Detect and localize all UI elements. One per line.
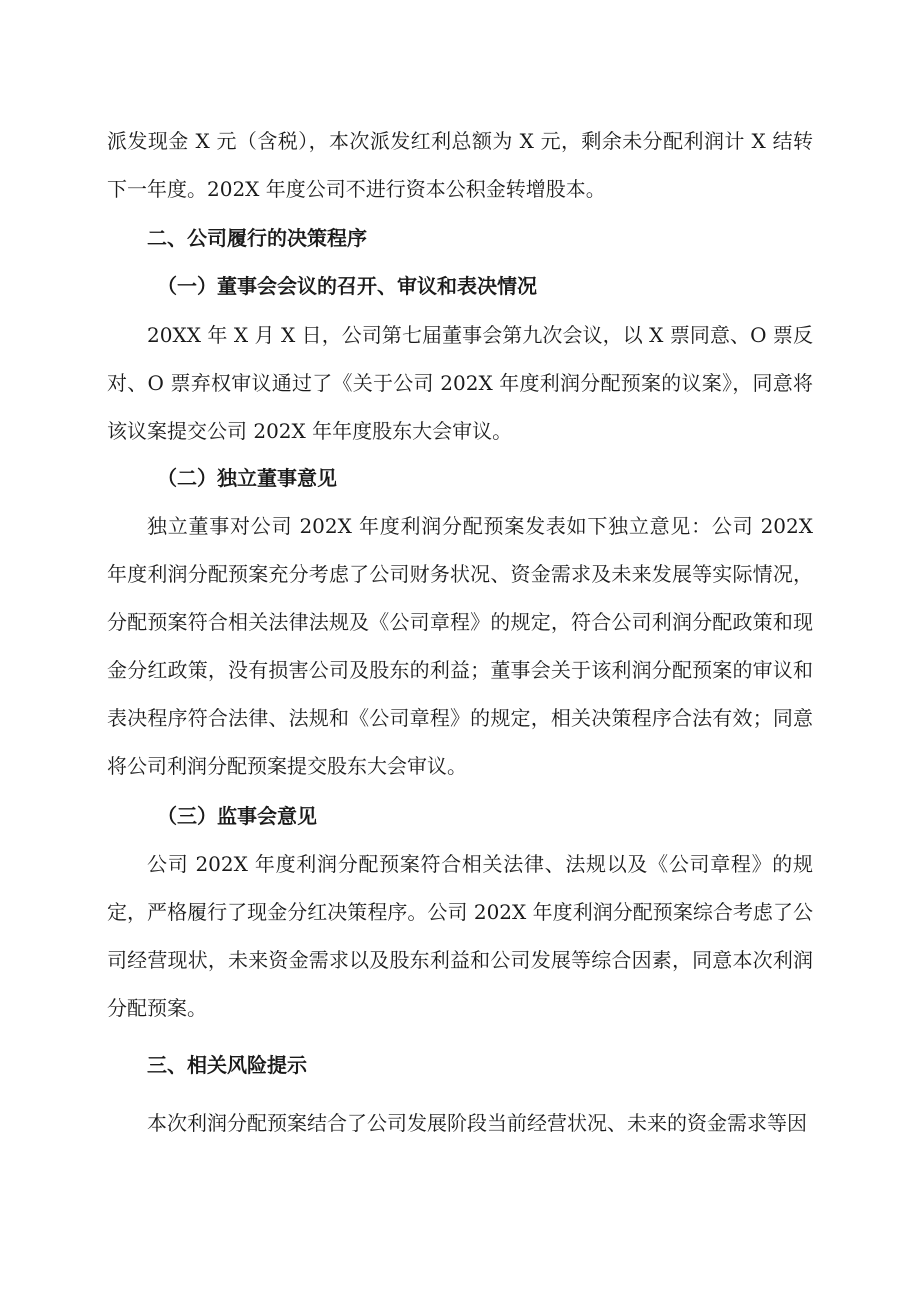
paragraph-supervisory-board-opinion: 公司 202X 年度利润分配预案符合相关法律、法规以及《公司章程》的规定，严格履行了现金分红决策程序。公司 202X 年度利润分配预案综合考虑了公司经营现状，未来资金需求以及股东利益和公司发展等综合因素，同意本次利润分配预案。 (107, 852, 813, 1020)
paragraph-risk-warning: 本次利润分配预案结合了公司发展阶段当前经营状况、未来的资金需求等因 (147, 1111, 807, 1135)
subsection-heading-board-meeting: （一）董事会会议的召开、审议和表决情况 (157, 274, 537, 298)
paragraph-board-meeting: 20XX 年 X 月 X 日，公司第七届董事会第九次会议，以 X 票同意、O 票反对、O 票弃权审议通过了《关于公司 202X 年度利润分配预案的议案》，同意将该议案提交公司 202X 年年度股东大会审议。 (107, 323, 813, 443)
paragraph-independent-directors-opinion: 独立董事对公司 202X 年度利润分配预案发表如下独立意见：公司 202X 年度利润分配预案充分考虑了公司财务状况、资金需求及未来发展等实际情况，分配预案符合相关法律法规及《公司章程》的规定，符合公司利润分配政策和现金分红政策，没有损害公司及股东的利益；董事会关于该利润分配预案的审议和表决程序符合法律、法规和《公司章程》的规定，相关决策程序合法有效；同意将公司利润分配预案提交股东大会审议。 (107, 514, 813, 778)
section-heading-risk-warning: 三、相关风险提示 (147, 1053, 307, 1077)
section-heading-decision-procedure: 二、公司履行的决策程序 (147, 226, 367, 250)
subsection-heading-independent-directors: （二）独立董事意见 (157, 466, 337, 490)
subsection-heading-supervisory-board: （三）监事会意见 (157, 804, 317, 828)
paragraph-dividend-continuation: 派发现金 X 元（含税），本次派发红利总额为 X 元，剩余未分配利润计 X 结转下一年度。202X 年度公司不进行资本公积金转增股本。 (107, 129, 813, 201)
